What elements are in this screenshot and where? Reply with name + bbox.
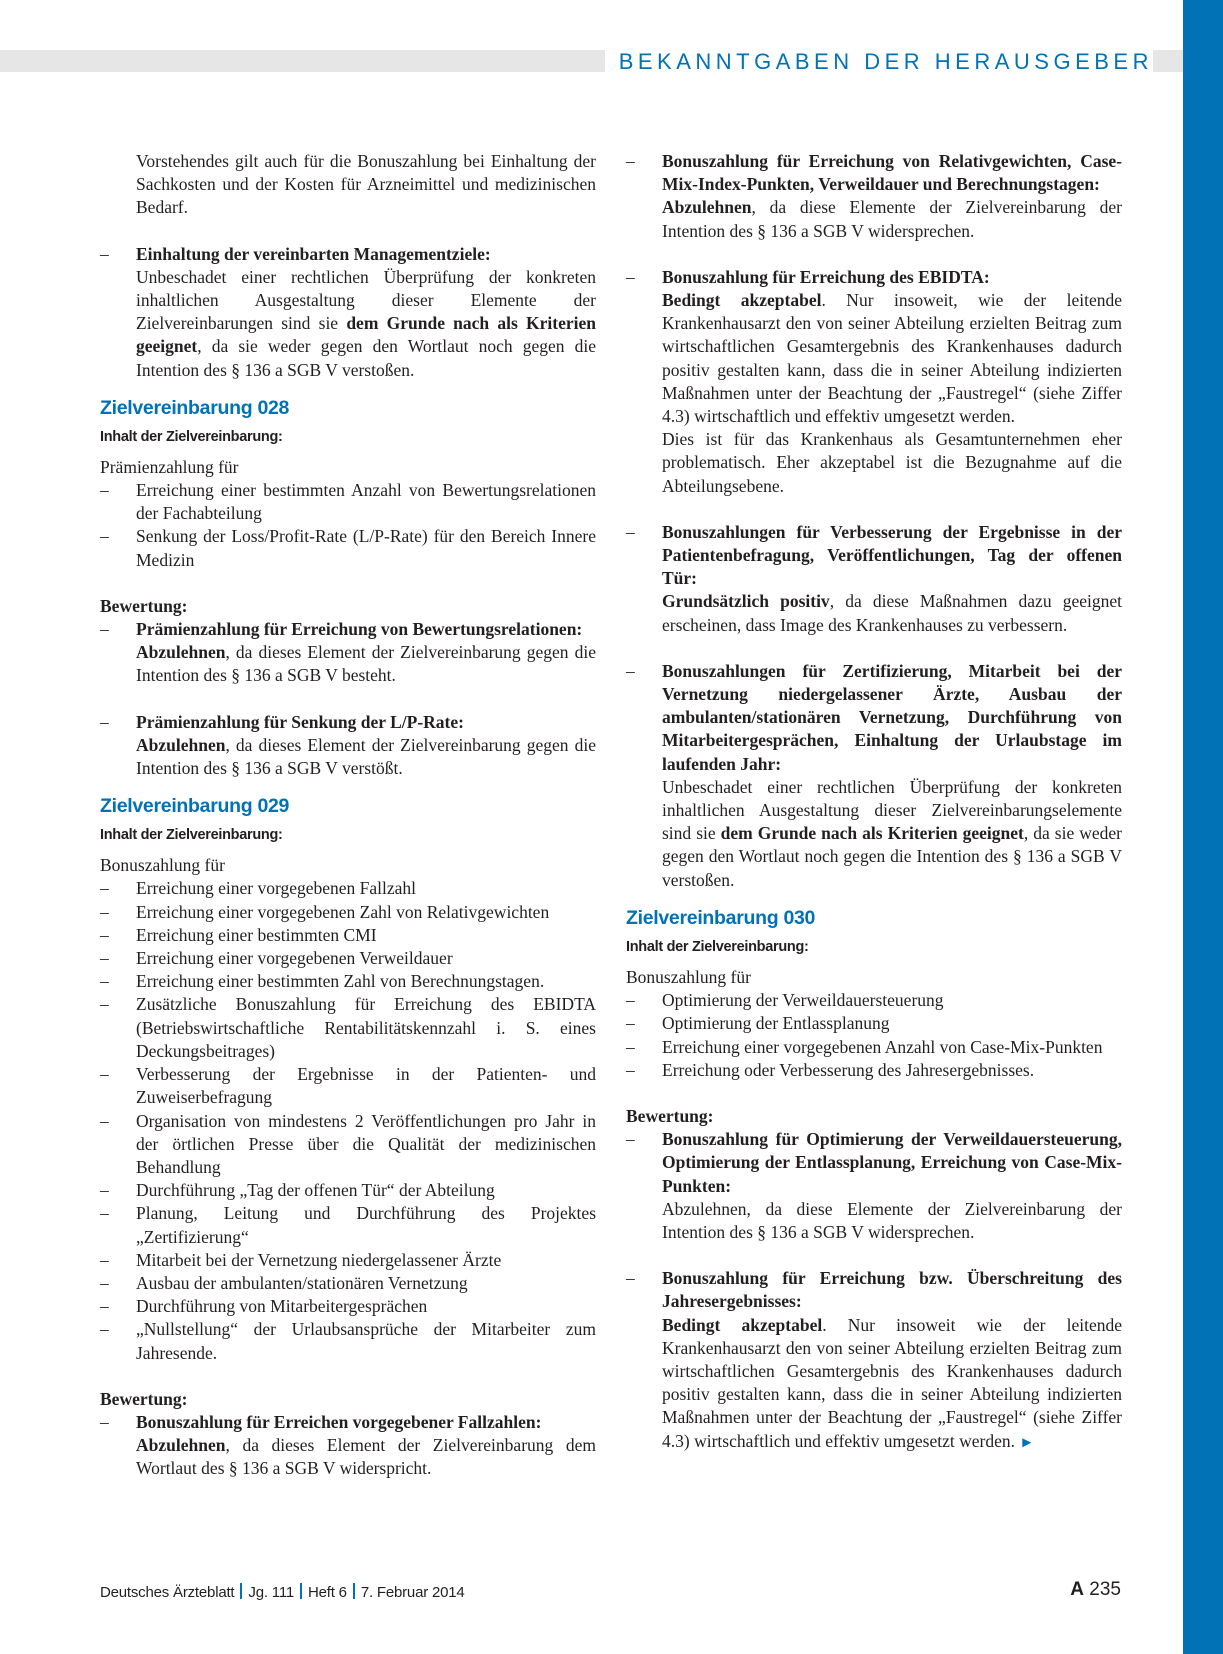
list-item: – Optimierung der Verweildauersteuerung — [626, 989, 1122, 1012]
item-text: , da dieses Element der Zielvereinbarung dem Wortlaut des § 136 a SGB V widerspricht. — [136, 1435, 596, 1479]
item-text: , da dieses Element der Zielvereinbarung gegen die Intention des § 136 a SGB V besteht. — [136, 642, 596, 686]
page-number-value: 235 — [1089, 1579, 1121, 1600]
list-item: – „Nullstellung“ der Urlaubsansprüche der Mitarbeiter zum Jahresende. — [100, 1318, 596, 1364]
item-text: , da diese Elemente der Zielvereinbarung der Intention des § 136 a SGB V widersprechen. — [662, 197, 1122, 241]
list-item: – Optimierung der Entlassplanung — [626, 1012, 1122, 1035]
footer-divider — [353, 1583, 355, 1599]
item-text: . Nur insoweit, wie der leitende Krankenhausarzt den von seiner Abteilung erzielten Beitrag zum wirtschaftlichen Gesamtergebnis des Krankenhauses dadurch positiv gestalten kann, dass die in seiner Abteilung indizierten Maßnahmen unter der Beachtung der „Faustregel“ (siehe Ziffer 4.3) wirtschaftlich und effektiv umgesetzt werden. — [662, 290, 1122, 427]
page-prefix: A — [1070, 1579, 1085, 1600]
list-item: – Durchführung von Mitarbeitergesprächen — [100, 1295, 596, 1318]
evaluation-item — [626, 1128, 1122, 1244]
item-title: Bonuszahlungen für Verbesserung der Ergebnisse in der Patientenbefragung, Veröffentlichungen, Tag der offenen Tür: — [662, 521, 1122, 589]
evaluation-item — [626, 521, 1122, 637]
item-title: Bonuszahlung für Erreichung bzw. Überschreitung des Jahresergebnisses: — [662, 1268, 1122, 1312]
list-item: – Erreichung einer bestimmten Zahl von Berechnungstagen. — [100, 970, 596, 993]
heading-zielvereinbarung-028: Zielvereinbarung 028 — [100, 396, 290, 419]
journal-issue: Heft 6 — [307, 1584, 347, 1601]
journal-date: 7. Februar 2014 — [360, 1584, 465, 1601]
evaluation-item — [626, 266, 1122, 498]
list-item: – Erreichung einer bestimmten CMI — [100, 924, 596, 947]
list-item: – Erreichung einer vorgegebenen Zahl von Relativgewichten — [100, 901, 596, 924]
triangle-right-icon: ► — [1019, 1434, 1035, 1451]
list-item: – Zusätzliche Bonuszahlung für Erreichung des EBIDTA (Betriebswirtschaftliche Rentabilitätskennzahl i. S. eines Deckungsbeitrages) — [100, 993, 596, 1063]
list-item: – Senkung der Loss/Profit-Rate (L/P-Rate) für den Bereich Innere Medizin — [100, 525, 596, 571]
item-text: Unbeschadet einer rechtlichen Überprüfung der konkreten inhaltlichen Ausgestaltung dieser Zielvereinbarungselemente sind sie — [662, 776, 1122, 844]
intro-paragraph: Vorstehendes gilt auch für die Bonuszahlung bei Einhaltung der Sachkosten und der Kosten für Arzneimittel und medizinischen Bedarf. — [136, 151, 596, 218]
verdict: Abzulehnen — [136, 642, 226, 663]
bewertung-label: Bewertung: — [626, 1105, 714, 1126]
list-item: – Verbesserung der Ergebnisse in der Patienten- und Zuweiserbefragung — [100, 1063, 596, 1109]
evaluation-item — [626, 660, 1122, 892]
evaluation-item — [100, 1411, 596, 1481]
item-text: Dies ist für das Krankenhaus als Gesamtunternehmen eher problematisch. Eher akzeptabel ist die Bezugnahme auf die Abteilungsebene. — [662, 429, 1122, 496]
item-title: Bonuszahlung für Erreichung von Relativgewichten, Case-Mix-Index-Punkten, Verweildauer und Berechnungstagen: — [662, 151, 1122, 195]
item-bold-text: dem Grunde nach als Kriterien geeignet — [720, 823, 1024, 844]
bewertung-label: Bewertung: — [100, 595, 188, 616]
item-text: Abzulehnen, da diese Elemente der Zielvereinbarung der Intention des § 136 a SGB V widersprechen. — [662, 1198, 1122, 1242]
item-title: Bonuszahlung für Erreichen vorgegebener Fallzahlen: — [136, 1411, 542, 1432]
list-intro: Prämienzahlung für — [100, 456, 239, 477]
verdict: Grundsätzlich positiv — [662, 591, 830, 612]
item-bold-text: dem Grunde nach als Kriterien geeignet — [136, 313, 596, 357]
list-item: – Erreichung einer vorgegebenen Anzahl von Case-Mix-Punkten — [626, 1036, 1122, 1059]
journal-volume: Jg. 111 — [248, 1584, 294, 1601]
right-column — [626, 150, 1122, 1455]
list-item: – Mitarbeit bei der Vernetzung niedergelassener Ärzte — [100, 1249, 596, 1272]
verdict: Bedingt akzeptabel — [662, 1314, 823, 1335]
list-item: – Erreichung einer vorgegebenen Verweildauer — [100, 947, 596, 970]
list-intro: Bonuszahlung für — [100, 855, 225, 876]
item-text: Unbeschadet einer rechtlichen Überprüfung der konkreten inhaltlichen Ausgestaltung dieser Elemente der Zielvereinbarungen sind sie — [136, 266, 596, 334]
footer-divider — [240, 1583, 242, 1599]
bewertung-label: Bewertung: — [100, 1388, 188, 1409]
footer-divider — [300, 1583, 302, 1599]
verdict: Abzulehnen — [662, 197, 752, 218]
side-color-bar — [1183, 0, 1223, 1654]
evaluation-item — [100, 711, 596, 781]
item-text: , da dieses Element der Zielvereinbarung gegen die Intention des § 136 a SGB V verstößt. — [136, 734, 596, 779]
item-title: Bonuszahlungen für Zertifizierung, Mitarbeit bei der Vernetzung niedergelassener Ärzte, Ausbau der ambulanten/stationären Vernetzung, Durchführung von Mitarbeitergesprächen, Einhaltung der Urlaubstage im laufenden Jahr: — [662, 660, 1122, 774]
list-item: – Erreichung oder Verbesserung des Jahresergebnisses. — [626, 1059, 1122, 1082]
section-header: BEKANNTGABEN DER HERAUSGEBER — [605, 50, 1153, 74]
item-title: Bonuszahlung für Optimierung der Verweildauersteuerung, Optimierung der Entlassplanung, Erreichung von Case-Mix-Punkten: — [662, 1129, 1122, 1196]
item-title: Prämienzahlung für Senkung der L/P-Rate: — [136, 711, 464, 732]
journal-name: Deutsches Ärzteblatt — [100, 1584, 235, 1601]
list-item: – Durchführung „Tag der offenen Tür“ der Abteilung — [100, 1179, 596, 1202]
footer-citation — [100, 1583, 465, 1601]
item-title: Bonuszahlung für Erreichung des EBIDTA: — [662, 266, 990, 287]
list-intro: Bonuszahlung für — [626, 966, 751, 987]
heading-zielvereinbarung-029: Zielvereinbarung 029 — [100, 795, 290, 818]
item-text: , da diese Maßnahmen dazu geeignet erscheinen, dass Image des Krankenhauses zu verbessern. — [662, 591, 1122, 635]
heading-zielvereinbarung-030: Zielvereinbarung 030 — [626, 906, 816, 929]
subheading-inhalt: Inhalt der Zielvereinbarung: — [100, 827, 283, 844]
subheading-inhalt: Inhalt der Zielvereinbarung: — [626, 938, 809, 955]
page-number — [1070, 1579, 1121, 1601]
evaluation-item — [626, 150, 1122, 243]
verdict: Bedingt akzeptabel — [662, 290, 822, 311]
management-goals-item — [100, 243, 596, 382]
item-text: . Nur insoweit wie der leitende Krankenhausarzt den von seiner Abteilung erzielten Beitrag zum wirtschaftlichen Gesamtergebnis des Krankenhauses dadurch positiv gestalten kann, dass die in seiner Abteilung indizierten Maßnahmen unter der Beachtung der „Faustregel“ (siehe Ziffer 4.3) wirtschaftlich und effektiv umgesetzt werden. — [662, 1314, 1122, 1451]
evaluation-item — [100, 618, 596, 688]
item-title: Prämienzahlung für Erreichung von Bewertungsrelationen: — [136, 619, 583, 640]
list-item: – Ausbau der ambulanten/stationären Vernetzung — [100, 1272, 596, 1295]
list-item: – Planung, Leitung und Durchführung des Projektes „Zertifizierung“ — [100, 1202, 596, 1248]
list-item: – Erreichung einer bestimmten Anzahl von Bewertungsrelationen der Fachabteilung — [100, 479, 596, 525]
evaluation-item — [626, 1267, 1122, 1455]
verdict: Abzulehnen — [136, 734, 226, 755]
subheading-inhalt: Inhalt der Zielvereinbarung: — [100, 428, 283, 445]
list-item: – Erreichung einer vorgegebenen Fallzahl — [100, 877, 596, 900]
left-column — [100, 150, 596, 1481]
list-item: – Organisation von mindestens 2 Veröffentlichungen pro Jahr in der örtlichen Presse über die Qualität der medizinischen Behandlung — [100, 1110, 596, 1180]
item-title: Einhaltung der vereinbarten Managementziele: — [136, 243, 491, 264]
verdict: Abzulehnen — [136, 1435, 226, 1456]
item-text: , da sie weder gegen den Wortlaut noch gegen die Intention des § 136 a SGB V verstoßen. — [662, 823, 1122, 890]
item-text: , da sie weder gegen den Wortlaut noch gegen die Intention des § 136 a SGB V verstoßen. — [136, 336, 596, 380]
